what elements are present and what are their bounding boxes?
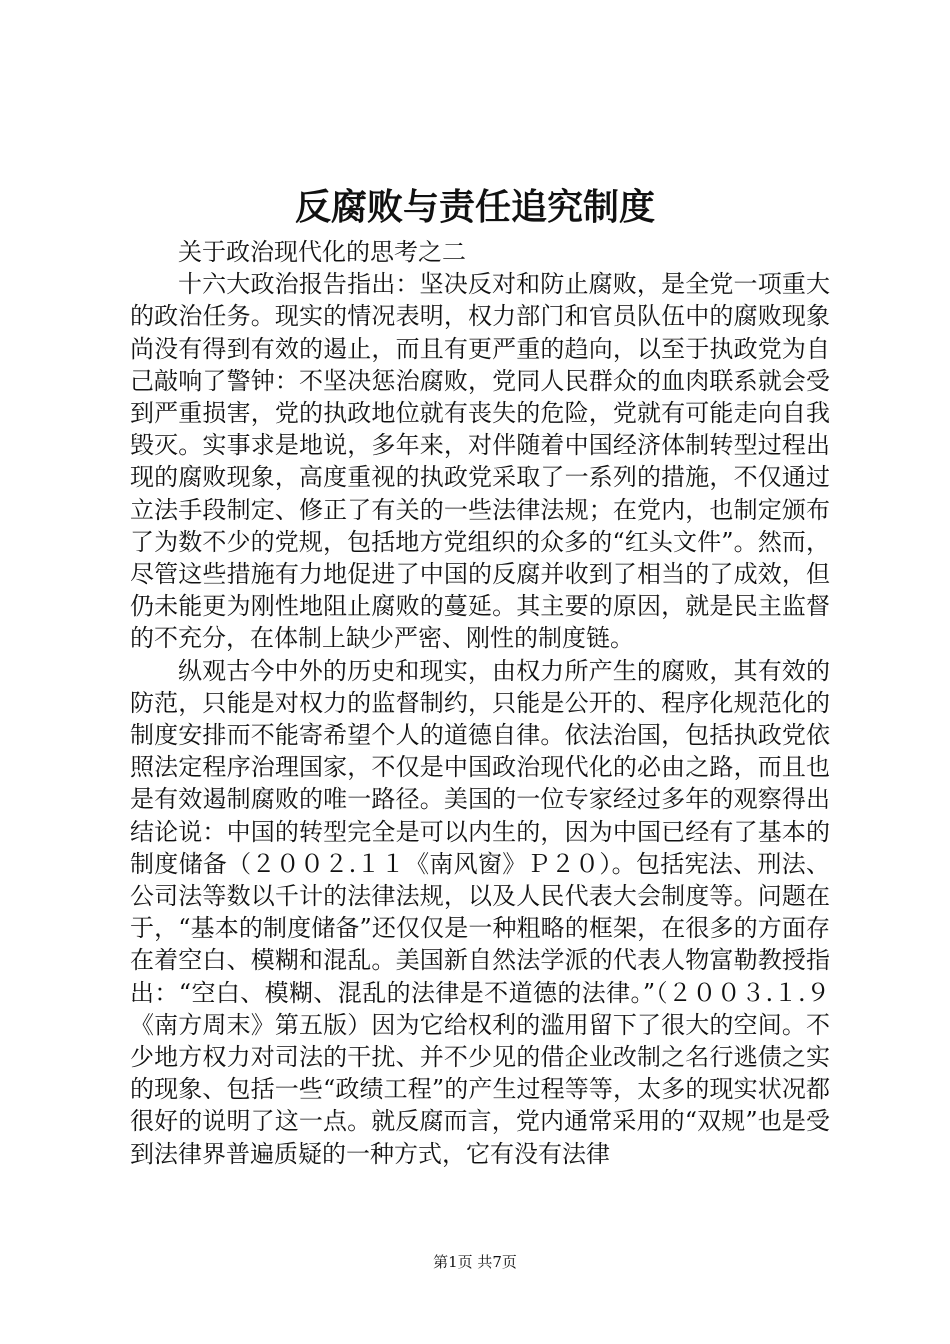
document-body [130,236,830,1170]
subtitle-paragraph: 关于政治现代化的思考之二 [178,238,466,266]
document-title: 反腐败与责任追究制度 [294,186,655,228]
body-paragraph: 十六大政治报告指出：坚决反对和防止腐败，是全党一项重大的政治任务。现实的情况表明，权力部门和官员队伍中的腐败现象尚没有得到有效的遏止，而且有更严重的趋向，以至于执政党为自己敲响了警钟：不坚决惩治腐败，党同人民群众的血肉联系就会受到严重损害，党的执政地位就有丧失的危险，党就有可能走向自我毁灭。实事求是地说，多年来，对伴随着中国经济体制转型过程出现的腐败现象，高度重视的执政党采取了一系列的措施，不仅通过立法手段制定、修正了有关的一些法律法规；在党内，也制定颁布了为数不少的党规，包括地方党组织的众多的“红头文件”。然而，尽管这些措施有力地促进了中国的反腐并收到了相当的了成效，但仍未能更为刚性地阻止腐败的蔓延。其主要的原因，就是民主监督的不充分，在体制上缺少严密、刚性的制度链。 [130,270,830,653]
page-footer: 第1页 共7页 [433,1253,517,1271]
body-paragraph: 纵观古今中外的历史和现实，由权力所产生的腐败，其有效的防范，只能是对权力的监督制约，只能是公开的、程序化规范化的制度安排而不能寄希望个人的道德自律。依法治国，包括执政党依照法定程序治理国家，不仅是中国政治现代化的必由之路，而且也是有效遏制腐败的唯一路径。美国的一位专家经过多年的观察得出结论说：中国的转型完全是可以内生的，因为中国已经有了基本的制度储备（２００２.１１《南风窗》Ｐ２０）。包括宪法、刑法、公司法等数以千计的法律法规，以及人民代表大会制度等。问题在于，“基本的制度储备”还仅仅是一种粗略的框架，在很多的方面存在着空白、模糊和混乱。美国新自然法学派的代表人物富勒教授指出：“空白、模糊、混乱的法律是不道德的法律。”（２００３.１.９《南方周末》第五版）因为它给权利的滥用留下了很大的空间。不少地方权力对司法的干扰、并不少见的借企业改制之名行逃债之实的现象、包括一些“政绩工程”的产生过程等等，太多的现实状况都很好的说明了这一点。就反腐而言，党内通常采用的“双规”也是受到法律界普遍质疑的一种方式，它有没有法律 [130,656,830,1168]
